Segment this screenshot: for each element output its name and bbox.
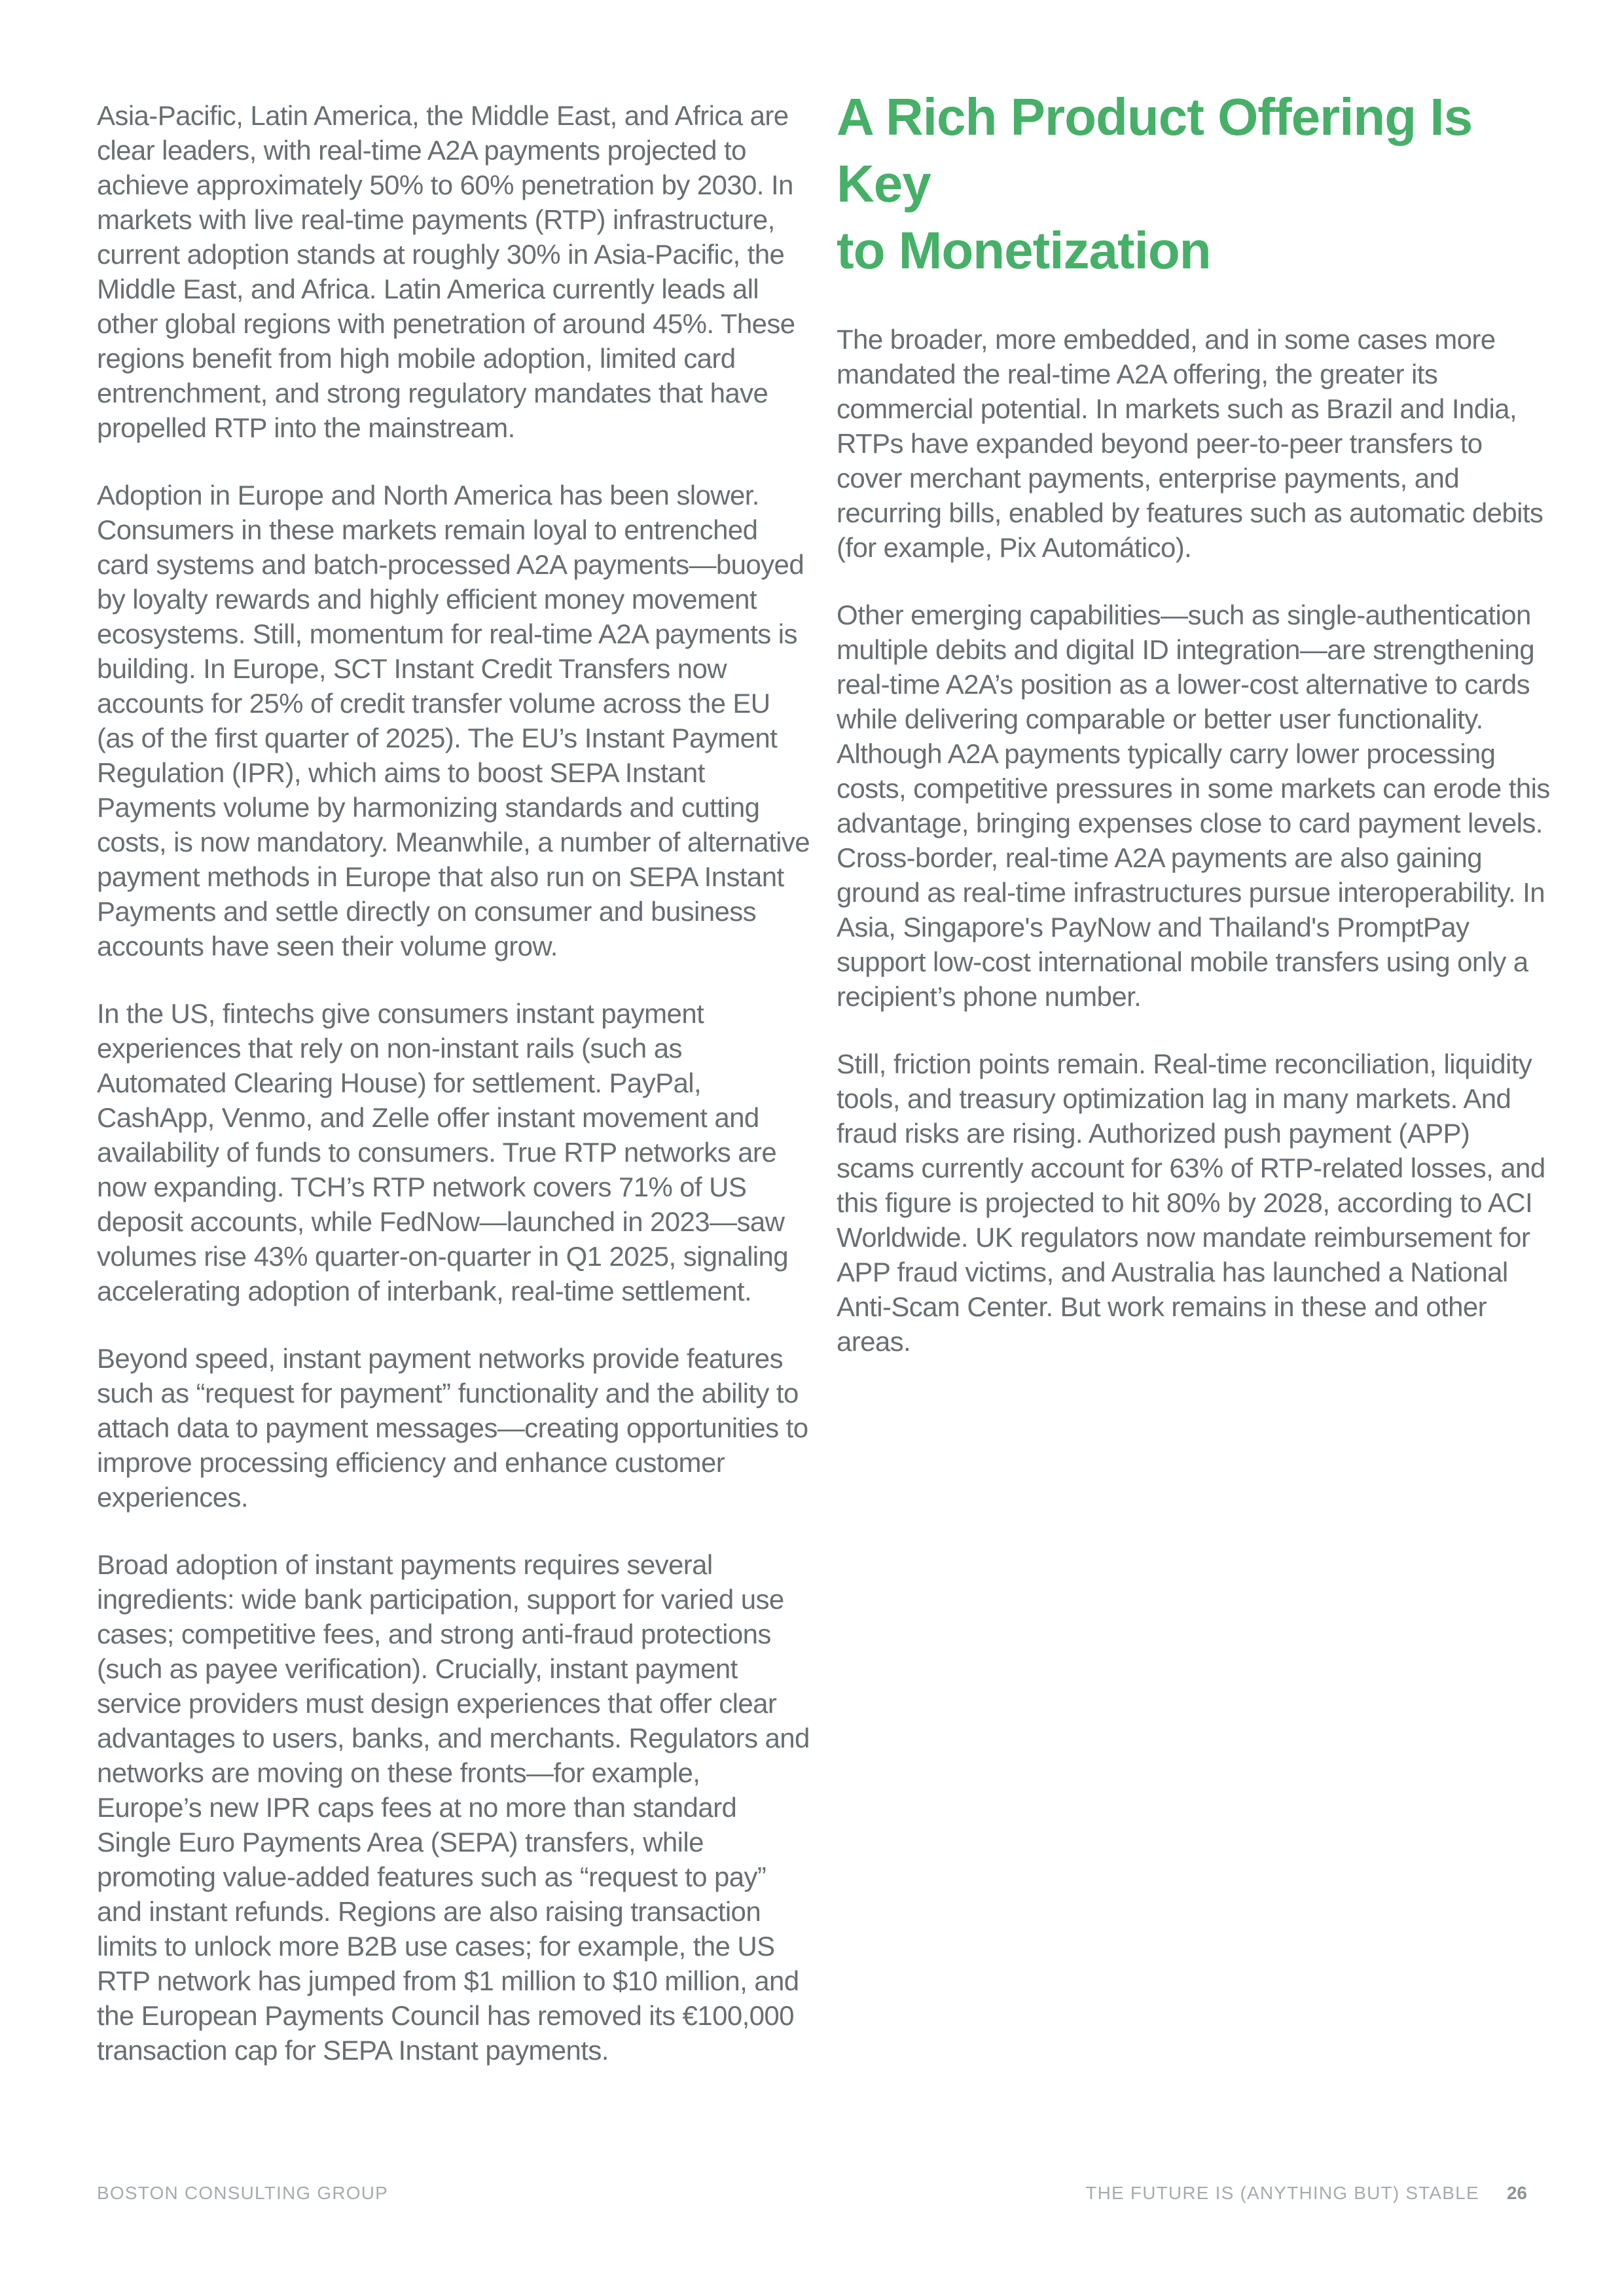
body-paragraph: In the US, fintechs give consumers instant payment experiences that rely on non-instant rails (such as Automated Clearing House) for settlement. PayPal, CashApp, Venmo, and Zelle offer instant movement and availability of funds to consumers. True RTP networks are now expanding. TCH’s RTP network covers 71% of US deposit accounts, while FedNow—launched in 2023—saw volumes rise 43% quarter-on-quarter in Q1 2025, signaling accelerating adoption of interbank, real-time settlement.	[97, 998, 789, 1306]
section-heading	[837, 84, 1551, 284]
section-heading-line: A Rich Product Offering Is Key	[837, 88, 1473, 213]
page-footer	[97, 2183, 1527, 2204]
body-paragraph: Still, friction points remain. Real-time reconciliation, liquidity tools, and treasury optimization lag in many markets. And fraud risks are rising. Authorized push payment (APP) scams currently account for 63% of RTP-related losses, and this figure is projected to hit 80% by 2028, according to ACI Worldwide. UK regulators now mandate reimbursement for APP fraud victims, and Australia has launched a National Anti-Scam Center. But work remains in these and other areas.	[837, 1049, 1545, 1357]
footer-page-number: 26	[1506, 2183, 1527, 2203]
footer-report-title: THE FUTURE IS (ANYTHING BUT) STABLE	[1085, 2183, 1479, 2203]
body-paragraph: Asia-Pacific, Latin America, the Middle East, and Africa are clear leaders, with real-time A2A payments projected to achieve approximately 50% to 60% penetration by 2030. In markets with live real-time payments (RTP) infrastructure, current adoption stands at roughly 30% in Asia-Pacific, the Middle East, and Africa. Latin America currently leads all other global regions with penetration of around 45%. These regions benefit from high mobile adoption, limited card entrenchment, and strong regulatory mandates that have propelled RTP into the mainstream.	[97, 100, 795, 443]
body-paragraph: Other emerging capabilities—such as single-authentication multiple debits and digital ID integration—are strengthening real-time A2A’s position as a lower-cost alternative to cards while delivering comparable or better user functionality. Although A2A payments typically carry lower processing costs, competitive pressures in some markets can erode this advantage, bringing expenses close to card payment levels. Cross-border, real-time A2A payments are also gaining ground as real-time infrastructures pursue interoperability. In Asia, Singapore's PayNow and Thailand's PromptPay support low-cost international mobile transfers using only a recipient’s phone number.	[837, 600, 1550, 1012]
footer-brand: BOSTON CONSULTING GROUP	[97, 2183, 389, 2203]
body-paragraph: Broad adoption of instant payments requires several ingredients: wide bank participation, support for varied use cases; competitive fees, and strong anti-fraud protections (such as payee verification). Crucially, instant payment service providers must design experiences that offer clear advantages to users, banks, and merchants. Regulators and networks are moving on these fronts—for example, Europe’s new IPR caps fees at no more than standard Single Euro Payments Area (SEPA) transfers, while promoting value-added features such as “request to pay” and instant refunds. Regions are also raising transaction limits to unlock more B2B use cases; for example, the US RTP network has jumped from $1 million to $10 million, and the European Payments Council has removed its €100,000 transaction cap for SEPA Instant payments.	[97, 1549, 810, 2066]
body-paragraph: Adoption in Europe and North America has been slower. Consumers in these markets remain loyal to entrenched card systems and batch-processed A2A payments—buoyed by loyalty rewards and highly efficient money movement ecosystems. Still, momentum for real-time A2A payments is building. In Europe, SCT Instant Credit Transfers now accounts for 25% of credit transfer volume across the EU (as of the first quarter of 2025). The EU’s Instant Payment Regulation (IPR), which aims to boost SEPA Instant Payments volume by harmonizing standards and cutting costs, is now mandatory. Meanwhile, a number of alternative payment methods in Europe that also run on SEPA Instant Payments and settle directly on consumer and business accounts have seen their volume grow.	[97, 480, 810, 961]
body-paragraph: The broader, more embedded, and in some cases more mandated the real-time A2A offering, the greater its commercial potential. In markets such as Brazil and India, RTPs have expanded beyond peer-to-peer transfers to cover merchant payments, enterprise payments, and recurring bills, enabled by features such as automatic debits (for example, Pix Automático).	[837, 324, 1543, 563]
right-text-column	[837, 84, 1551, 1391]
left-text-column	[97, 98, 812, 2100]
footer-right-group	[1085, 2183, 1527, 2204]
body-paragraph: Beyond speed, instant payment networks provide features such as “request for payment” functionality and the ability to attach data to payment messages—creating opportunities to improve processing efficiency and enhance customer experiences.	[97, 1343, 808, 1513]
section-heading-line: to Monetization	[837, 221, 1211, 279]
